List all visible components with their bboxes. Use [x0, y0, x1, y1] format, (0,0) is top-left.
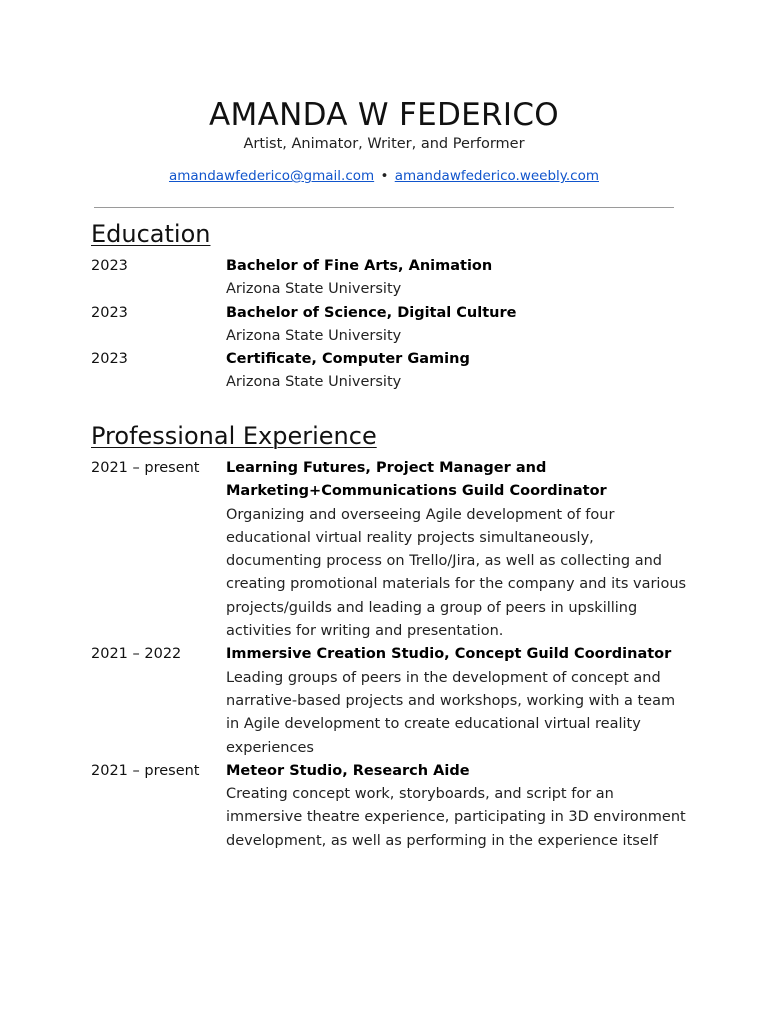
- entry-body: [226, 760, 691, 853]
- experience-list: [91, 457, 691, 853]
- experience-heading: Professional Experience: [91, 422, 377, 450]
- entry-body: [226, 302, 691, 349]
- contact-separator: •: [380, 168, 389, 184]
- resume-header: [0, 96, 768, 185]
- entry-body: [226, 255, 691, 302]
- education-entry: [91, 302, 691, 349]
- entry-title: Immersive Creation Studio, Concept Guild Coordinator: [226, 646, 672, 663]
- entry-body: [226, 643, 691, 759]
- website-link[interactable]: amandawfederico.weebly.com: [394, 168, 599, 184]
- contact-line: [0, 167, 768, 185]
- entry-detail: Organizing and overseeing Agile development of four educational virtual reality projects simultaneously, documenting process on Trello/Jira, as well as collecting and creating promotional materials for the company and its various projects/guilds and leading a group of peers in upskilling activities for writing and presentation.: [226, 506, 687, 640]
- entry-title: Meteor Studio, Research Aide: [226, 762, 470, 779]
- experience-entry: [91, 457, 691, 643]
- entry-title: Bachelor of Fine Arts, Animation: [226, 258, 493, 274]
- entry-detail: Arizona State University: [226, 374, 402, 391]
- entry-body: [226, 457, 691, 643]
- entry-body: [226, 348, 691, 395]
- entry-detail: Arizona State University: [226, 281, 402, 298]
- entry-date: 2021 – present: [91, 460, 200, 476]
- entry-date: 2023: [91, 258, 128, 274]
- entry-detail: Arizona State University: [226, 327, 402, 344]
- education-heading: Education: [91, 220, 211, 248]
- experience-entry: [91, 643, 691, 759]
- header-divider: [94, 207, 674, 208]
- education-list: [91, 255, 691, 395]
- entry-title: Certificate, Computer Gaming: [226, 351, 470, 368]
- email-link[interactable]: amandawfederico@gmail.com: [168, 168, 375, 184]
- person-name: AMANDA W FEDERICO: [209, 97, 559, 133]
- entry-title: Bachelor of Science, Digital Culture: [226, 304, 517, 321]
- entry-date: 2021 – 2022: [91, 646, 182, 663]
- entry-date: 2023: [91, 304, 128, 321]
- entry-detail: Creating concept work, storyboards, and script for an immersive theatre experience, participating in 3D environment development, as well as performing in the experience itself: [226, 786, 686, 849]
- entry-date: 2023: [91, 351, 128, 368]
- entry-title: Learning Futures, Project Manager and Marketing+Communications Guild Coordinator: [226, 460, 607, 500]
- entry-date: 2021 – present: [91, 762, 200, 779]
- education-entry: [91, 348, 691, 395]
- experience-entry: [91, 760, 691, 853]
- tagline: Artist, Animator, Writer, and Performer: [243, 136, 525, 152]
- education-entry: [91, 255, 691, 302]
- entry-detail: Leading groups of peers in the development of concept and narrative-based projects and workshops, working with a team in Agile development to create educational virtual reality experiences: [226, 669, 676, 756]
